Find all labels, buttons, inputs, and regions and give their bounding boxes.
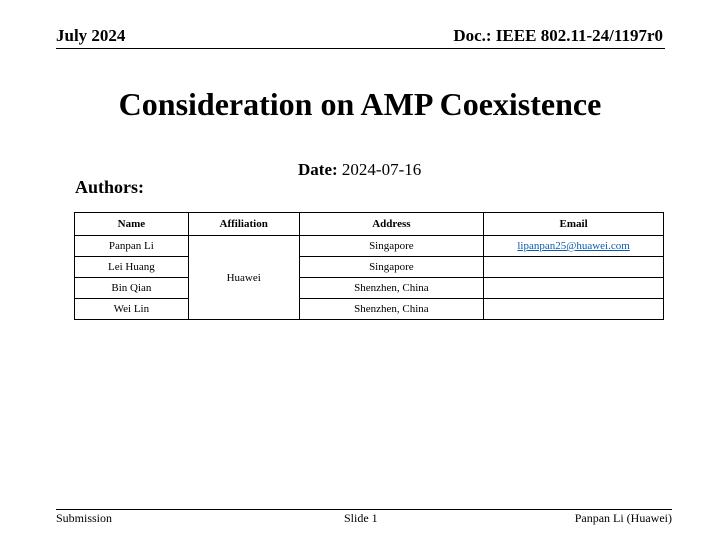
authors-heading: Authors:	[75, 177, 145, 197]
author-email	[484, 236, 664, 257]
column-header-affiliation: Affiliation	[188, 213, 299, 236]
author-name: Bin Qian	[75, 278, 189, 299]
column-header-address: Address	[299, 213, 484, 236]
footer-slide-number: Slide 1	[344, 511, 378, 525]
author-email	[484, 299, 664, 320]
footer-submission: Submission	[56, 511, 113, 525]
footer-author: Panpan Li (Huawei)	[574, 511, 672, 525]
slide-title: Consideration on AMP Coexistence	[118, 86, 602, 122]
footer-divider	[56, 509, 672, 510]
author-name: Lei Huang	[75, 257, 189, 278]
email-link[interactable]: lipanpan25@huawei.com	[517, 240, 630, 252]
author-address: Shenzhen, China	[299, 278, 484, 299]
author-name: Wei Lin	[75, 299, 189, 320]
column-header-name: Name	[75, 213, 189, 236]
table-row	[75, 236, 664, 257]
author-address: Singapore	[299, 236, 484, 257]
header-date: July 2024	[56, 26, 126, 45]
table-row	[75, 257, 664, 278]
table-row	[75, 299, 664, 320]
author-email	[484, 257, 664, 278]
date-line	[298, 160, 421, 180]
column-header-email: Email	[484, 213, 664, 236]
authors-table	[74, 212, 664, 320]
table-row	[75, 278, 664, 299]
date-value: 2024-07-16	[341, 160, 422, 179]
table-header-row	[75, 213, 664, 236]
header-divider	[56, 48, 665, 49]
author-email	[484, 278, 664, 299]
author-address: Singapore	[299, 257, 484, 278]
date-label: Date:	[298, 160, 338, 179]
author-name: Panpan Li	[75, 236, 189, 257]
author-address: Shenzhen, China	[299, 299, 484, 320]
author-affiliation: Huawei	[188, 236, 299, 320]
header-doc-number: Doc.: IEEE 802.11-24/1197r0	[453, 26, 663, 45]
